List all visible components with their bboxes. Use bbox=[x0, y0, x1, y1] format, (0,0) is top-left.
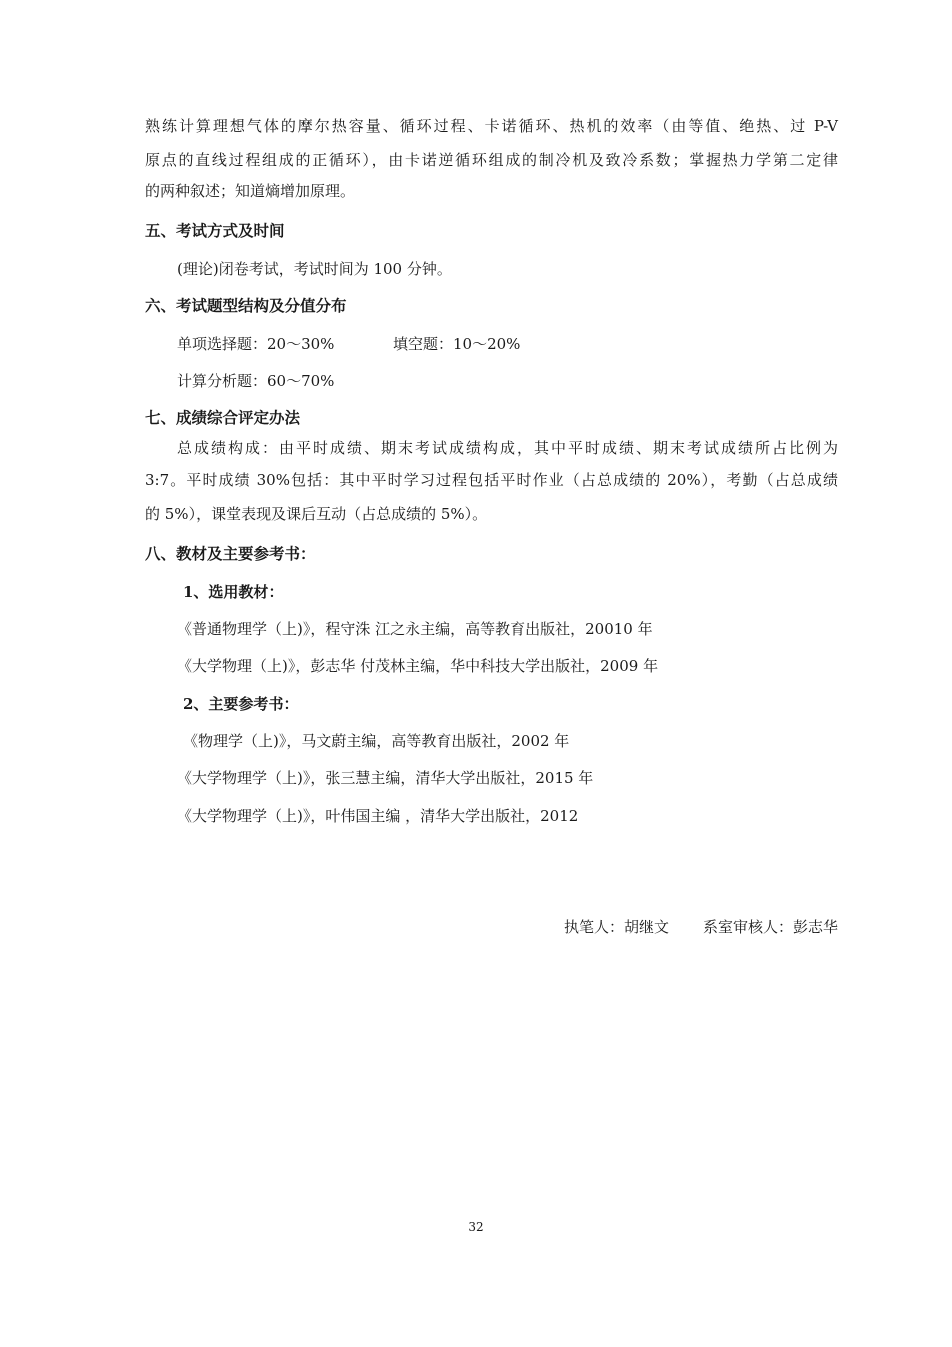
exam-method-text: (理论)闭卷考试，考试时间为 100 分钟。 bbox=[177, 260, 452, 278]
signature-block bbox=[564, 920, 838, 935]
intro-line-3: 的两种叙述；知道熵增加原理。 bbox=[145, 182, 356, 200]
textbook-item: 《大学物理（上)》，彭志华 付茂林主编，华中科技大学出版社，2009 年 bbox=[177, 657, 659, 675]
reference-item: 《大学物理学（上)》，叶伟国主编 ，清华大学出版社，2012 bbox=[177, 807, 579, 825]
grading-line-1: 总成绩构成：由平时成绩、期末考试成绩构成，其中平时成绩、期末考试成绩所占比例为 bbox=[177, 439, 838, 457]
section-5-heading: 五、考试方式及时间 bbox=[145, 222, 285, 240]
calculation-share: 计算分析题：60～70% bbox=[177, 372, 335, 390]
reviewer-signature: 系室审核人：彭志华 bbox=[702, 918, 838, 936]
grading-line-3: 的 5%），课堂表现及课后互动（占总成绩的 5%）。 bbox=[145, 505, 488, 523]
fill-blank-share: 填空题：10～20% bbox=[393, 335, 521, 353]
section-8-heading: 八、教材及主要参考书： bbox=[145, 545, 316, 563]
author-signature: 执笔人：胡继文 bbox=[563, 918, 669, 936]
textbook-item: 《普通物理学（上)》，程守洙 江之永主编，高等教育出版社，20010 年 bbox=[177, 620, 653, 638]
section-6-heading: 六、考试题型结构及分值分布 bbox=[145, 297, 347, 315]
references-heading: 2、主要参考书： bbox=[183, 695, 299, 713]
grading-line-2: 3:7。平时成绩 30%包括：其中平时学习过程包括平时作业（占总成绩的 20%），考勤（占总成绩 bbox=[145, 471, 838, 489]
page-number: 32 bbox=[468, 1220, 484, 1234]
reference-item: 《物理学（上)》，马文蔚主编，高等教育出版社，2002 年 bbox=[183, 732, 570, 750]
intro-line-2: 原点的直线过程组成的正循环），由卡诺逆循环组成的制冷机及致冷系数；掌握热力学第二定律 bbox=[145, 151, 838, 169]
intro-line-1: 熟练计算理想气体的摩尔热容量、循环过程、卡诺循环、热机的效率（由等值、绝热、过 P-V bbox=[145, 117, 838, 135]
choice-question-share: 单项选择题：20～30% bbox=[177, 335, 335, 353]
reference-item: 《大学物理学（上)》，张三慧主编，清华大学出版社，2015 年 bbox=[177, 769, 594, 787]
section-7-heading: 七、成绩综合评定办法 bbox=[145, 409, 301, 427]
textbooks-heading: 1、选用教材： bbox=[183, 583, 284, 601]
